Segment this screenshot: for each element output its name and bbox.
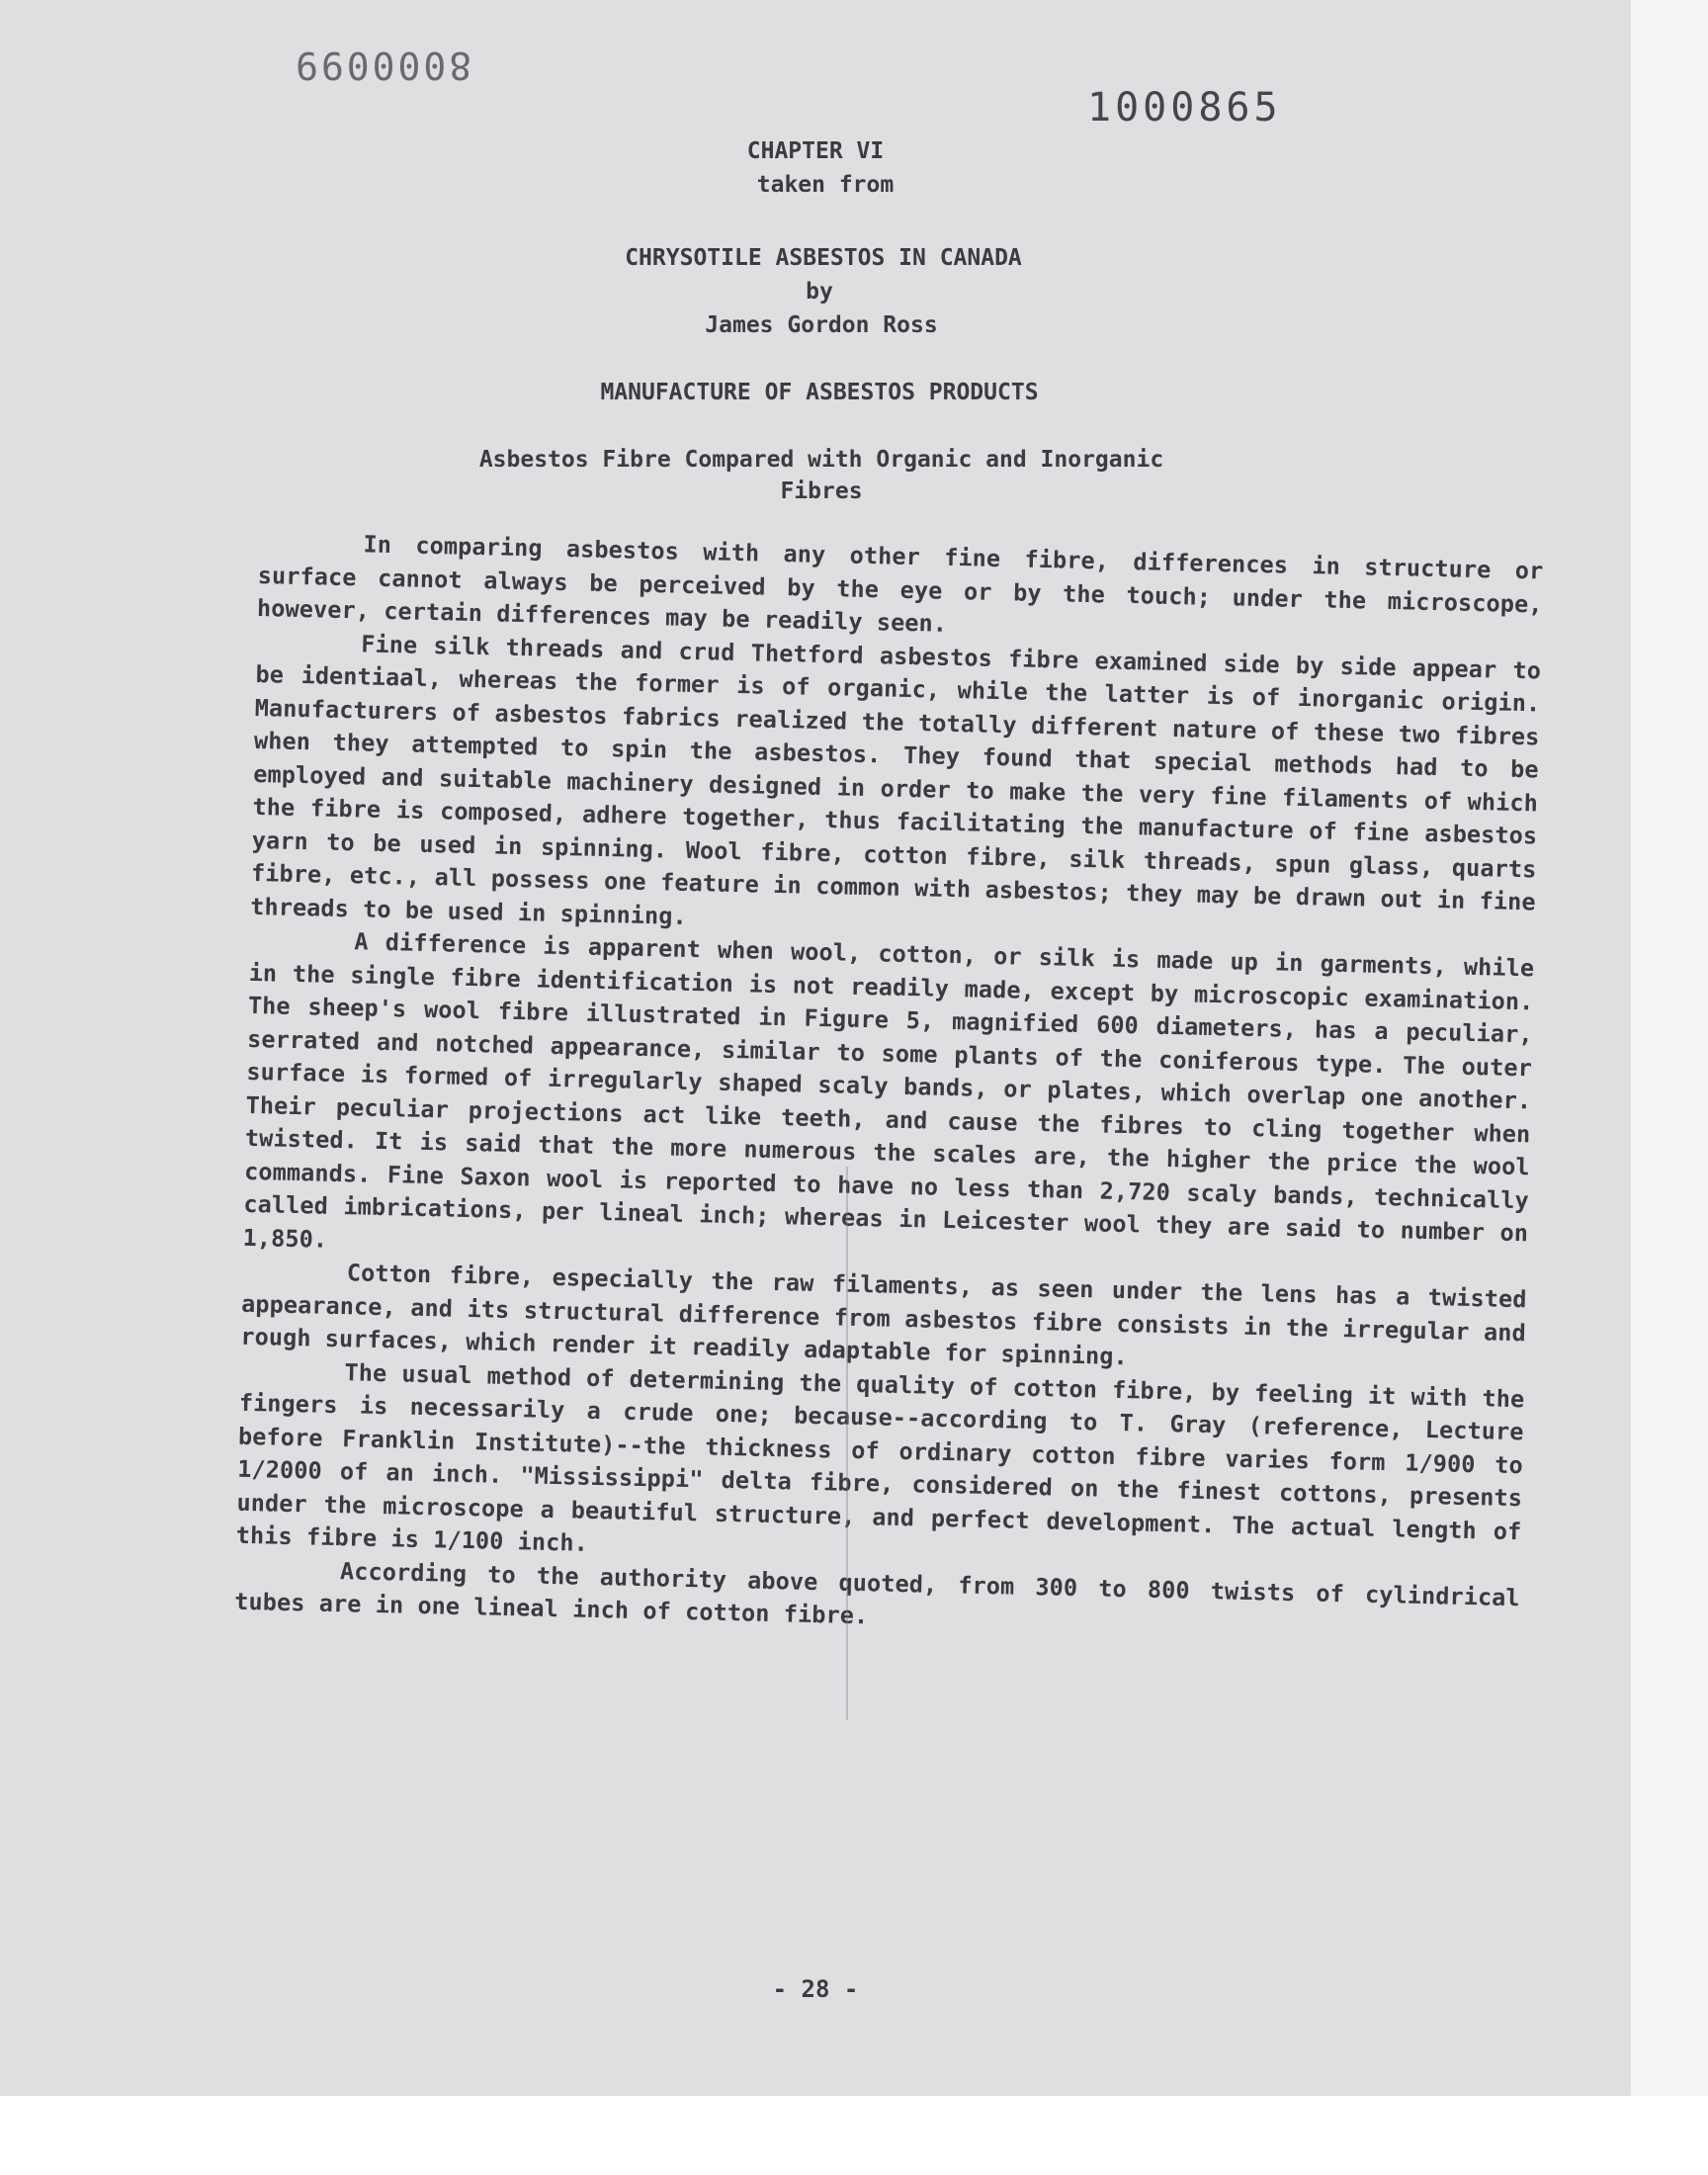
scan-margin-bottom — [0, 2096, 1708, 2175]
subsection-title-line2: Fibres — [780, 478, 863, 504]
by-label: by — [806, 279, 833, 304]
book-title: CHRYSOTILE ASBESTOS IN CANADA — [625, 245, 1022, 271]
scan-margin-right — [1631, 0, 1708, 2096]
taken-from-label: taken from — [756, 172, 895, 198]
paragraph-4: Cotton fibre, especially the raw filaments, as seen under the lens has a twisted appearance, and its structural difference from asbestos fibre consists in the irregular and rough surfaces, which render it readily adaptable for spinning. — [240, 1259, 1527, 1371]
document-stamp-top-left: 8000099 — [293, 44, 472, 87]
subsection-title-line1: Asbestos Fibre Compared with Organic and Inorganic — [478, 447, 1164, 473]
document-stamp-top-right: 1000865 — [1087, 85, 1282, 130]
page-number: - 28 - — [772, 1975, 859, 2003]
chapter-label: CHAPTER VI — [746, 138, 885, 164]
paragraph-2: Fine silk threads and crud Thetford asbestos fibre examined side by side appear to be identiaal, whereas the former is of organic, while the latter is of inorganic origin. Manufacturers of asbestos fabrics realized the totally different nature of these two fibres when they attempted to spin the asbestos. They found that special methods had to be employed and suitable machinery designed in order to make the very fine filaments of which the fibre is composed, adhere together, thus facilitating the manufacture of fine asbestos yarn to be used in spinning. Wool fibre, cotton fibre, silk threads, spun glass, quarts fibre, etc., all possess one feature in common with asbestos; they may be drawn out in fine threads to be used in spinning. — [249, 629, 1542, 930]
paragraph-1: In comparing asbestos with any other fine fibre, differences in structure or surface cannot always be perceived by the eye or by the touch; under the microscope, however, certain differences may be readily seen. — [256, 530, 1544, 638]
author-name: James Gordon Ross — [705, 312, 938, 338]
section-title: MANUFACTURE OF ASBESTOS PRODUCTS — [600, 380, 1039, 405]
paragraph-6: According to the authority above quoted, from 300 to 800 twists of cylindrical tubes are in one lineal inch of cotton fibre. — [233, 1556, 1521, 1630]
paragraph-3: A difference is apparent when wool, cotton, or silk is made up in garments, while in the single fibre identification is not readily made, except by microscopic examination. The sheep's wool fibre illustrated in Figure 5, magnified 600 diameters, has a peculiar, serrated and notched appearance, similar to some plants of the coniferous type. The outer surface is formed of irregularly shaped scaly bands, or plates, which overlap one another. Their peculiar projections act like teeth, and cause the fibres to cling together when twisted. It is said that the more numerous the scales are, the higher the price the wool commands. Fine Saxon wool is reported to have no less than 2,720 scaly bands, technically called imbrications, per lineal inch; whereas in Leicester wool they are said to number on 1,850. — [242, 927, 1535, 1254]
scan-fold-line — [846, 1167, 848, 1720]
body-text — [234, 526, 1544, 1648]
paragraph-5: The usual method of determining the quality of cotton fibre, by feeling it with the fingers is necessarily a crude one; because--according to T. Gray (reference, Lecture before Franklin Institute)--the thickness of ordinary cotton fibre varies form 1/900 to 1/2000 of an inch. "Mississippi" delta fibre, considered on the finest cottons, presents under the microscope a beautiful structure, and perfect development. The actual length of this fibre is 1/100 inch. — [235, 1357, 1525, 1557]
